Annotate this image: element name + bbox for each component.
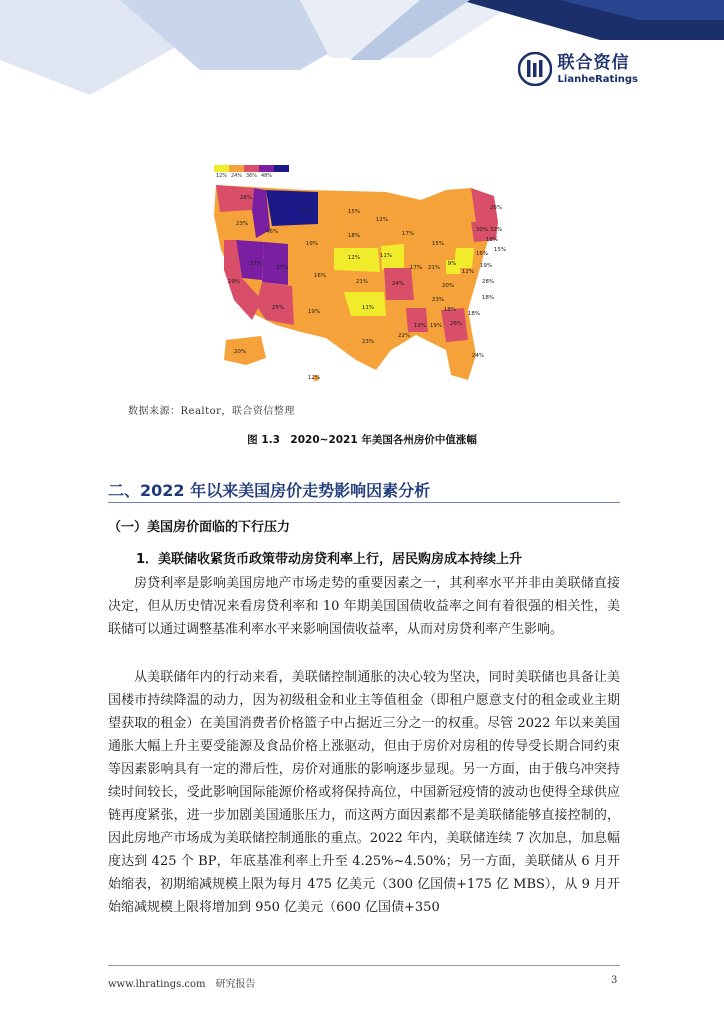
state-value: 24% bbox=[471, 353, 485, 359]
state-value: 19% bbox=[479, 263, 493, 269]
subsection-heading: （一）美国房价面临的下行压力 bbox=[108, 520, 291, 535]
state-value: 19% bbox=[413, 323, 427, 329]
legend-item bbox=[229, 165, 244, 179]
figure-source: 数据来源：Realtor，联合资信整理 bbox=[128, 406, 295, 417]
section-divider bbox=[108, 502, 620, 503]
state-value: 21% bbox=[427, 265, 441, 271]
state-value: 16% bbox=[475, 251, 489, 257]
map-legend bbox=[214, 165, 289, 179]
state-value: 26% bbox=[239, 195, 253, 201]
footer-divider bbox=[108, 965, 620, 966]
state-value: 18% bbox=[443, 307, 457, 313]
state-value: 15% bbox=[431, 241, 445, 247]
legend-swatch bbox=[274, 165, 289, 172]
state-value: 21% bbox=[355, 279, 369, 285]
state-value: 46% bbox=[265, 229, 279, 235]
legend-label: 48% bbox=[260, 173, 273, 179]
state-value: 37% bbox=[249, 261, 263, 267]
legend-item bbox=[244, 165, 259, 179]
state-value: 37% bbox=[275, 265, 289, 271]
legend-item bbox=[259, 165, 274, 179]
state-value: 30% bbox=[475, 227, 489, 233]
state-value: 22% bbox=[397, 333, 411, 339]
page-number: 3 bbox=[611, 975, 618, 986]
state-value: 18% bbox=[485, 237, 499, 243]
company-logo bbox=[518, 52, 638, 86]
state-value: 23% bbox=[361, 339, 375, 345]
state-value: 20% bbox=[441, 283, 455, 289]
state-value: 17% bbox=[409, 265, 423, 271]
state-value: 12% bbox=[461, 269, 475, 275]
state-value: 29% bbox=[227, 279, 241, 285]
state-value: 18% bbox=[467, 311, 481, 317]
figure-caption: 图 1.3 2020~2021 年美国各州房价中值涨幅 bbox=[247, 434, 477, 446]
legend-label: 12% bbox=[215, 173, 228, 179]
state-value: 15% bbox=[493, 247, 507, 253]
footer-website: www.lhratings.com 研究报告 bbox=[108, 979, 256, 990]
legend-label: 24% bbox=[230, 173, 243, 179]
legend-item bbox=[214, 165, 229, 179]
state-value: 26% bbox=[489, 205, 503, 211]
state-value: 12% bbox=[347, 255, 361, 261]
point-heading: 1．美联储收紧货币政策带动房贷利率上行，居民购房成本持续上升 bbox=[136, 552, 523, 567]
state-value: 19% bbox=[305, 241, 319, 247]
state-value: 12% bbox=[375, 217, 389, 223]
state-value: 32% bbox=[489, 227, 503, 233]
legend-swatch bbox=[244, 165, 259, 172]
state-value: 23% bbox=[431, 297, 445, 303]
body-paragraph: 从美联储年内的行动来看，美联储控制通胀的决心较为坚决，同时美联储也具备让美国楼市持续降温的动力，因为初级租金和业主等值租金（即租户愿意支付的租金或业主期望获取的租金）在美国消费者价格篮子中占据近三分之一的权重。尽管 2022 年以来美国通胀大幅上升主要受能源及食品价格上涨驱动，但由于房价对房租的传导受长期合同约束等因素影响具有一定的滞后性，房价对通胀的影响逐步显现。另一方面，由于俄乌冲突持续时间较长，受此影响国际能源价格或将保持高位，中国新冠疫情的波动也使得全球供应链再度紧张，进一步加剧美国通胀压力，而这两方面因素都不是美联储能够直接控制的，因此房地产市场成为美联储控制通胀的重点。2022 年内，美联储连续 7 次加息，加息幅度达到 425 个 BP，年底基准利率上升至 4.25%~4.50%；另一方面，美联储从 6 月开始缩表，初期缩减规模上限为每月 475 亿美元（300 亿国债+175 亿 MBS），从 9 月开始缩减规模上限将增加到 950 亿美元（600 亿国债+350 bbox=[108, 670, 620, 915]
state-value: 11% bbox=[361, 305, 375, 311]
legend-swatch bbox=[229, 165, 244, 172]
state-value: 19% bbox=[429, 323, 443, 329]
legend-swatch bbox=[214, 165, 229, 172]
state-value: 24% bbox=[391, 281, 405, 287]
state-value: 12% bbox=[307, 375, 321, 381]
section-title: 二、2022 年以来美国房价走势影响因素分析 bbox=[108, 481, 431, 500]
state-value: 19% bbox=[307, 309, 321, 315]
state-value: 16% bbox=[313, 273, 327, 279]
body-paragraph: 房贷利率是影响美国房地产市场走势的重要因素之一，其利率水平并非由美联储直接决定，但从历史情况来看房贷利率和 10 年期美国国债收益率之间有着很强的相关性，美联储可以通过调整基准利率水平来影响国债收益率，从而对房贷利率产生影响。 bbox=[108, 576, 620, 637]
lianhe-logo-icon bbox=[518, 52, 552, 86]
state-value: 11% bbox=[379, 253, 393, 259]
state-value: 26% bbox=[449, 321, 463, 327]
state-value: 25% bbox=[271, 305, 285, 311]
state-value: 57% bbox=[299, 209, 313, 215]
state-value: 9% bbox=[447, 261, 457, 267]
state-value: 28% bbox=[481, 279, 495, 285]
state-value: 20% bbox=[233, 349, 247, 355]
legend-item bbox=[274, 165, 289, 179]
logo-en-text: LianheRatings bbox=[557, 73, 638, 85]
state-value: 18% bbox=[481, 295, 495, 301]
state-value: 23% bbox=[235, 221, 249, 227]
legend-swatch bbox=[259, 165, 274, 172]
state-value: 17% bbox=[401, 231, 415, 237]
us-house-price-map bbox=[206, 160, 506, 390]
logo-cn-text: 联合资信 bbox=[557, 52, 630, 73]
legend-label: 36% bbox=[245, 173, 258, 179]
state-value: 18% bbox=[347, 233, 361, 239]
state-value: 15% bbox=[347, 209, 361, 215]
